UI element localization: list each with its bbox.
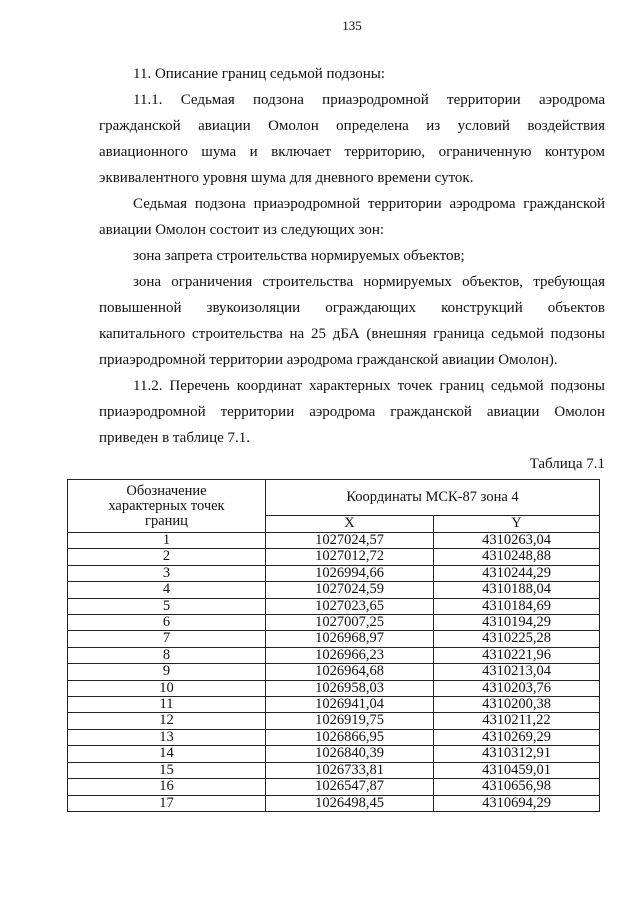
paragraph [99, 87, 605, 191]
coord-y: 4310213,04 [434, 664, 600, 680]
paragraph [99, 61, 605, 87]
paragraph-line: зона запрета строительства нормируемых объектов; [133, 248, 465, 264]
point-number: 12 [68, 713, 266, 729]
coord-x: 1026994,66 [266, 565, 434, 581]
table-row [68, 647, 600, 663]
paragraph-line: авиации Омолон состоит из следующих зон: [99, 222, 385, 238]
coord-y: 4310211,22 [434, 713, 600, 729]
point-number: 9 [68, 664, 266, 680]
paragraph [99, 373, 605, 451]
paragraph-line: зона ограничения строительства нормируемых объектов, требующая [133, 274, 605, 290]
coord-y: 4310194,29 [434, 615, 600, 631]
coord-x: 1026866,95 [266, 729, 434, 745]
point-number: 1 [68, 533, 266, 549]
coord-y: 4310263,04 [434, 533, 600, 549]
paragraph-line: таблице 7.1. [172, 430, 251, 446]
coord-y: 4310200,38 [434, 697, 600, 713]
coord-x: 1026941,04 [266, 697, 434, 713]
table-row [68, 565, 600, 581]
coord-x: 1026958,03 [266, 680, 434, 696]
coord-y: 4310244,29 [434, 565, 600, 581]
body-text [99, 61, 605, 451]
paragraph-line: 11.1. Седьмая подзона приаэродромной территории аэродрома гражданской [99, 92, 605, 134]
coord-y: 4310184,69 [434, 598, 600, 614]
coord-x: 1026964,68 [266, 664, 434, 680]
col-header-coordinates: Координаты МСК-87 зона 4 [266, 480, 600, 516]
point-number: 3 [68, 565, 266, 581]
coord-x: 1027007,25 [266, 615, 434, 631]
col-header-y: Y [434, 516, 600, 533]
point-number: 6 [68, 615, 266, 631]
point-number: 15 [68, 762, 266, 778]
coord-x: 1026919,75 [266, 713, 434, 729]
coord-y: 4310248,88 [434, 549, 600, 565]
coord-x: 1026966,23 [266, 647, 434, 663]
table-row [68, 631, 600, 647]
paragraph [99, 243, 605, 269]
coord-y: 4310203,76 [434, 680, 600, 696]
paragraph-line: территории аэродрома гражданской авиации Омолон). [209, 352, 558, 368]
col-header-x: X [266, 516, 434, 533]
coord-y: 4310225,28 [434, 631, 600, 647]
point-number: 4 [68, 582, 266, 598]
point-number: 16 [68, 779, 266, 795]
table-row [68, 729, 600, 745]
table-row [68, 582, 600, 598]
coord-y: 4310656,98 [434, 779, 600, 795]
table-row [68, 549, 600, 565]
coord-x: 1026547,87 [266, 779, 434, 795]
paragraph-line: включает территорию, ограниченную контуром эквивалентного уровня шума для [99, 144, 605, 186]
coord-y: 4310221,96 [434, 647, 600, 663]
coordinates-table [67, 479, 600, 812]
paragraph [99, 191, 605, 243]
coord-x: 1027012,72 [266, 549, 434, 565]
point-number: 17 [68, 795, 266, 811]
table-row [68, 746, 600, 762]
coord-y: 4310188,04 [434, 582, 600, 598]
table-row [68, 762, 600, 778]
page-number: 135 [342, 18, 362, 33]
table-row [68, 664, 600, 680]
table-row [68, 533, 600, 549]
point-number: 14 [68, 746, 266, 762]
table-row [68, 680, 600, 696]
table-row [68, 713, 600, 729]
coord-y: 4310312,91 [434, 746, 600, 762]
table-row [68, 779, 600, 795]
coord-y: 4310459,01 [434, 762, 600, 778]
point-number: 10 [68, 680, 266, 696]
table-row [68, 697, 600, 713]
table-row [68, 795, 600, 811]
point-number: 8 [68, 647, 266, 663]
paragraph-line: 11.2. Перечень координат характерных точек границ седьмой подзоны [133, 378, 605, 394]
coord-y: 4310694,29 [434, 795, 600, 811]
paragraph-line: повышенной звукоизоляции ограждающих конструкций объектов капитального [99, 300, 605, 342]
paragraph-line: приаэродромной территории аэродрома гражданской авиации Омолон приведен в [99, 404, 605, 446]
point-number: 11 [68, 697, 266, 713]
paragraph-line: строительства на 25 дБА (внешняя граница седьмой подзоны приаэродромной [99, 326, 605, 368]
coord-x: 1026733,81 [266, 762, 434, 778]
coord-x: 1027023,65 [266, 598, 434, 614]
coord-x: 1027024,57 [266, 533, 434, 549]
coord-x: 1027024,59 [266, 582, 434, 598]
table-row [68, 598, 600, 614]
point-number: 2 [68, 549, 266, 565]
point-number: 5 [68, 598, 266, 614]
table-row [68, 615, 600, 631]
point-number: 13 [68, 729, 266, 745]
paragraph [99, 269, 605, 373]
paragraph-line: дневного времени суток. [315, 170, 474, 186]
coord-y: 4310269,29 [434, 729, 600, 745]
table-caption: Таблица 7.1 [529, 456, 605, 472]
paragraph-line: авиации Омолон определена из условий воздействия авиационного шума и [99, 118, 605, 160]
col-header-points: Обозначение характерных точек границ [68, 480, 266, 533]
paragraph-line: Седьмая подзона приаэродромной территории аэродрома гражданской [133, 196, 605, 212]
coord-x: 1026968,97 [266, 631, 434, 647]
paragraph-line: 11. Описание границ седьмой подзоны: [133, 66, 385, 82]
point-number: 7 [68, 631, 266, 647]
coord-x: 1026498,45 [266, 795, 434, 811]
coord-x: 1026840,39 [266, 746, 434, 762]
